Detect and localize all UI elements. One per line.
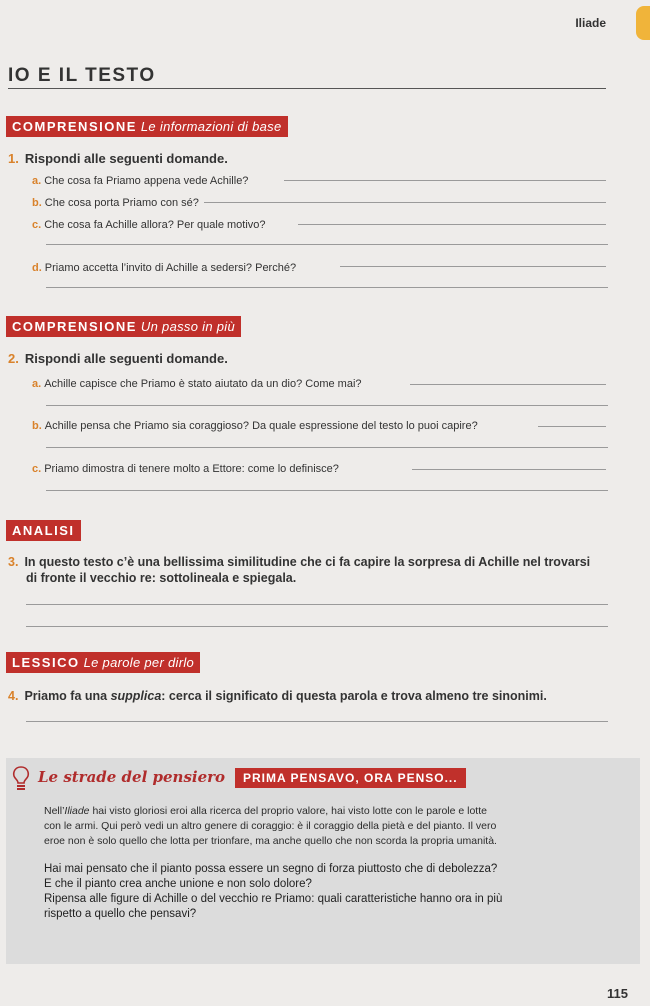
comprensione-base-banner [6,116,288,137]
answer-line[interactable] [26,626,608,627]
answer-line[interactable] [410,384,606,385]
question-1b: b. Che cosa porta Priamo con sé? [32,197,199,209]
question-number: 3. [8,555,19,569]
question-2a: a. Achille capisce che Priamo è stato aiutato da un dio? Come mai? [32,378,362,390]
question-number: 1. [8,151,19,166]
question-1 [8,151,228,166]
section-divider [8,88,606,89]
banner-tag: ANALISI [12,523,75,538]
page-number: 115 [607,986,628,1001]
keyword: supplica [110,689,162,703]
box-paragraph-line1: Nell’Iliade hai visto gloriosi eroi alla ricerca del proprio valore, hai visto lotte con le parole e lotte [44,805,487,817]
answer-line[interactable] [284,180,606,181]
question-4: 4. Priamo fa una supplica: cerca il significato di questa parola e trova almeno tre sinonimi. [8,689,547,703]
question-3 [8,554,638,570]
question-text: Rispondi alle seguenti domande. [24,151,228,166]
question-1a: a. Che cosa fa Priamo appena vede Achille? [32,175,249,187]
answer-line[interactable] [412,469,606,470]
answer-line[interactable] [26,604,608,605]
reflection-box [6,758,640,964]
analisi-banner [6,520,81,541]
banner-subtitle: Un passo in più [140,319,236,334]
box-heading: Le strade del pensiero [38,768,226,786]
question-2b: b. Achille pensa che Priamo sia coraggioso? Da quale espressione del testo lo puoi capire? [32,420,478,432]
answer-line[interactable] [298,224,606,225]
answer-line[interactable] [204,202,606,203]
book-title: Iliade [64,805,90,817]
banner-subtitle: Le parole per dirlo [83,655,195,670]
banner-tag: COMPRENSIONE [12,119,137,134]
box-paragraph-line2: con le armi. Qui però vedi un altro genere di coraggio: è il coraggio della pietà e del pianto. Il vero [44,820,497,832]
box-question-2: E che il pianto crea anche unione e non solo dolore? [44,878,312,890]
answer-line[interactable] [46,244,608,245]
answer-line[interactable] [538,426,606,427]
question-2 [8,351,228,366]
answer-line[interactable] [46,405,608,406]
chapter-tab [636,6,650,40]
chapter-title: Iliade [575,16,606,30]
answer-line[interactable] [46,490,608,491]
box-tag: PRIMA PENSAVO, ORA PENSO... [235,768,466,788]
question-1d: d. Priamo accetta l’invito di Achille a sedersi? Perché? [32,262,297,274]
banner-tag: COMPRENSIONE [12,319,137,334]
answer-line[interactable] [46,287,608,288]
question-text-line1: In questo testo c’è una bellissima similitudine che ci fa capire la sorpresa di Achille nel trovarsi [24,555,591,569]
question-text-line2: di fronte il vecchio re: sottolineala e spiegala. [26,571,297,585]
question-text: Rispondi alle seguenti domande. [24,351,228,366]
comprensione-passo-banner [6,316,241,337]
section-title: IO E IL TESTO [8,65,156,86]
answer-line[interactable] [46,447,608,448]
question-1c: c. Che cosa fa Achille allora? Per quale motivo? [32,219,266,231]
banner-tag: LESSICO [12,655,80,670]
answer-line[interactable] [340,266,606,267]
box-question-4: rispetto a quello che pensavi? [44,908,197,920]
box-question-3: Ripensa alle figure di Achille o del vecchio re Priamo: quali caratteristiche hanno ora in più [44,893,503,905]
answer-line[interactable] [26,721,608,722]
question-3-cont [26,570,296,586]
box-question-1: Hai mai pensato che il pianto possa essere un segno di forza piuttosto che di debolezza? [44,863,498,875]
box-paragraph-line3: eroe non è solo quello che lotta per trionfare, ma anche quello che non scorda la propria umanità. [44,835,497,847]
question-2c: c. Priamo dimostra di tenere molto a Ettore: come lo definisce? [32,463,339,475]
lightbulb-icon [12,766,30,792]
lessico-banner [6,652,200,673]
banner-subtitle: Le informazioni di base [140,119,282,134]
question-number: 2. [8,351,19,366]
question-number: 4. [8,689,19,703]
